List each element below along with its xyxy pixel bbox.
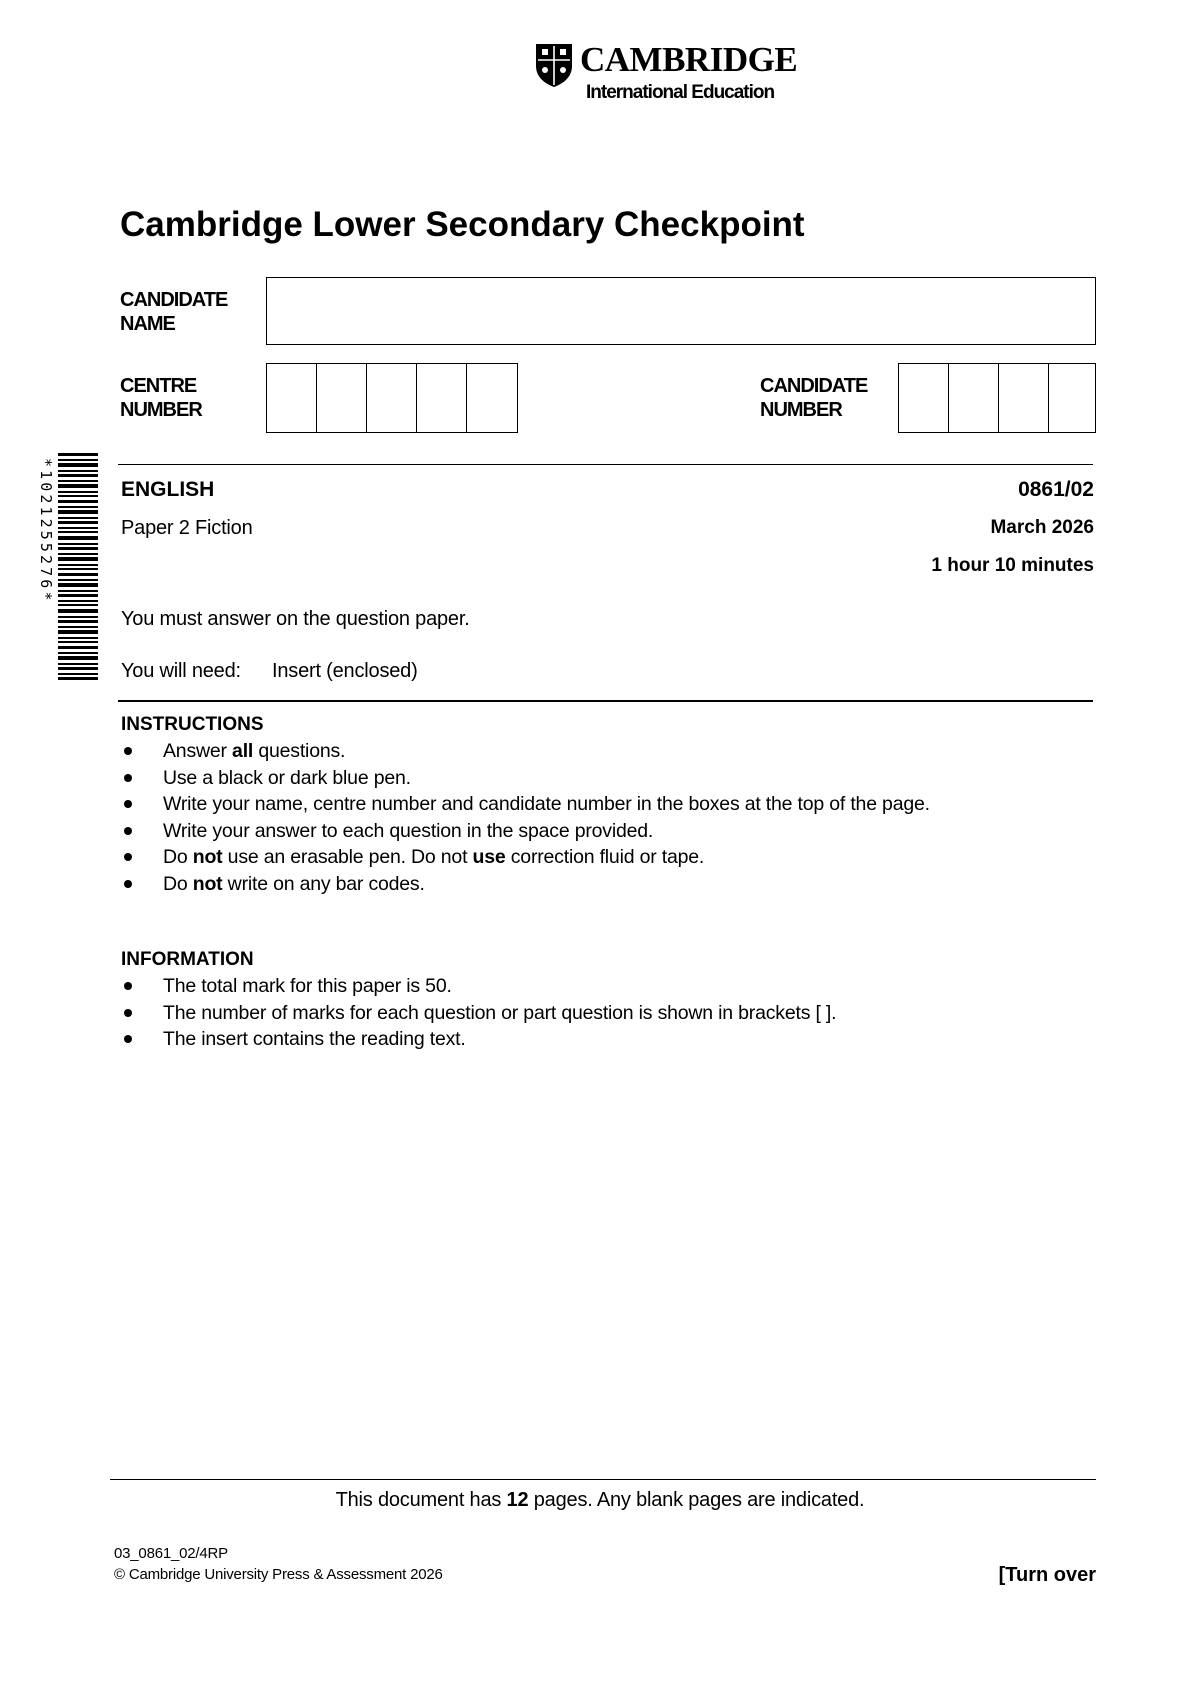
centre-number-cell[interactable] [467,364,516,432]
page-title: Cambridge Lower Secondary Checkpoint [120,205,805,244]
list-item: Write your answer to each question in the space provided. [121,818,1081,845]
instructions-list [121,738,1081,897]
paper-code: 0861/02 [1018,478,1094,501]
bullet-icon [124,800,132,808]
candidate-number-cell[interactable] [1049,364,1094,432]
answer-note: You must answer on the question paper. [121,608,470,630]
candidate-number-label: CANDIDATE NUMBER [760,375,868,421]
centre-number-label: CENTRE NUMBER [120,375,202,421]
information-list [121,973,1081,1053]
bullet-icon [124,853,132,861]
exam-duration: 1 hour 10 minutes [931,555,1094,576]
list-item: Write your name, centre number and candidate number in the boxes at the top of the page. [121,791,1081,818]
centre-number-cell[interactable] [317,364,367,432]
cambridge-logo [534,40,814,110]
paper-title: Paper 2 Fiction [121,517,253,539]
candidate-name-label: CANDIDATE NAME [120,289,228,335]
bullet-icon [124,880,132,888]
page-count-note: This document has 12 pages. Any blank pages are indicated. [335,1489,865,1511]
need-value: Insert (enclosed) [272,660,418,682]
candidate-number-cell[interactable] [899,364,949,432]
exam-session: March 2026 [990,517,1094,538]
centre-number-field[interactable] [266,363,518,433]
centre-number-cell[interactable] [367,364,417,432]
divider [118,464,1093,465]
list-item: Do not write on any bar codes. [121,871,1081,898]
list-item: Answer all questions. [121,738,1081,765]
bullet-icon [124,747,132,755]
barcode-digits: *1021255276* [37,458,55,604]
logo-name: CAMBRIDGE [580,40,798,79]
instructions-heading: INSTRUCTIONS [121,714,264,735]
information-heading: INFORMATION [121,949,254,970]
barcode [58,453,98,681]
need-label: You will need: [121,660,241,682]
turn-over: [Turn over [998,1564,1096,1586]
list-item: Use a black or dark blue pen. [121,765,1081,792]
bullet-icon [124,1009,132,1017]
list-item: Do not use an erasable pen. Do not use correction fluid or tape. [121,844,1081,871]
divider [118,700,1093,702]
bullet-icon [124,1035,132,1043]
logo-subtitle: International Education [586,82,775,103]
bullet-icon [124,774,132,782]
subject: ENGLISH [121,478,215,501]
document-reference: 03_0861_02/4RP [114,1545,228,1562]
bullet-icon [124,827,132,835]
candidate-number-cell[interactable] [999,364,1049,432]
list-item: The number of marks for each question or part question is shown in brackets [ ]. [121,1000,1081,1027]
candidate-name-field[interactable] [266,277,1096,345]
centre-number-cell[interactable] [267,364,317,432]
crest-icon [534,42,574,88]
candidate-number-cell[interactable] [949,364,999,432]
bullet-icon [124,982,132,990]
divider [110,1479,1096,1480]
list-item: The insert contains the reading text. [121,1026,1081,1053]
copyright: © Cambridge University Press & Assessment 2026 [114,1566,443,1583]
candidate-number-field[interactable] [898,363,1096,433]
list-item: The total mark for this paper is 50. [121,973,1081,1000]
centre-number-cell[interactable] [417,364,467,432]
